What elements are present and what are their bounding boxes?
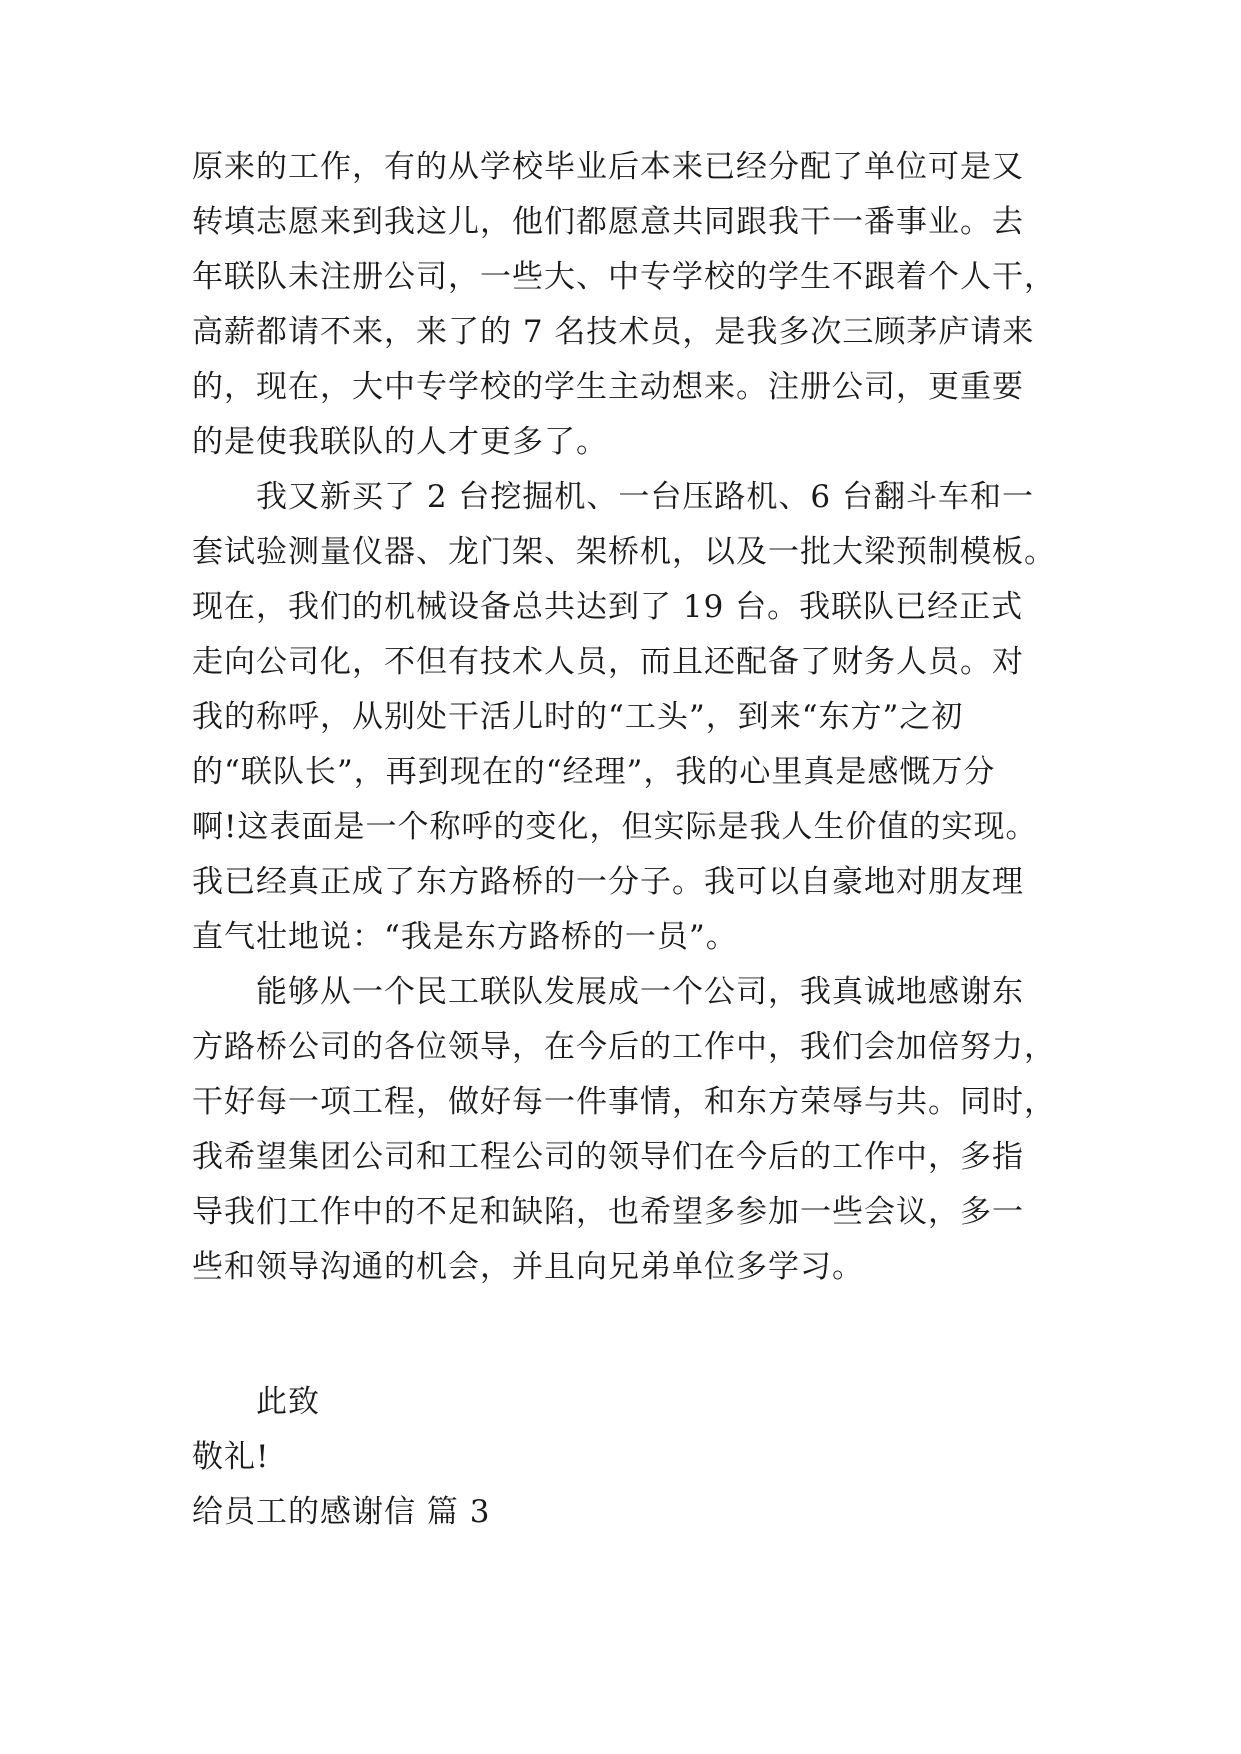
text-line: 的，现在，大中专学校的学生主动想来。注册公司，更重要 — [192, 369, 1024, 405]
text-line: 走向公司化，不但有技术人员，而且还配备了财务人员。对 — [192, 644, 1024, 680]
text-line: 转填志愿来到我这儿，他们都愿意共同跟我干一番事业。去 — [192, 204, 1024, 240]
text-line: 的是使我联队的人才更多了。 — [192, 424, 608, 460]
closing-salutation: 此致 — [256, 1384, 320, 1420]
paragraph-3 — [192, 965, 1072, 1295]
text-line: 直气壮地说：“我是东方路桥的一员”。 — [192, 919, 738, 955]
paragraph-1 — [192, 140, 1072, 470]
text-line: 现在，我们的机械设备总共达到了 19 台。我联队已经正式 — [192, 589, 1024, 625]
closing-regards: 敬礼! — [192, 1439, 270, 1475]
text-line: 干好每一项工程，做好每一件事情，和东方荣辱与共。同时， — [192, 1084, 1056, 1120]
text-line: 原来的工作，有的从学校毕业后本来已经分配了单位可是又 — [192, 149, 1024, 185]
section-heading: 给员工的感谢信 篇 3 — [192, 1494, 491, 1530]
text-line: 方路桥公司的各位领导，在今后的工作中，我们会加倍努力， — [192, 1029, 1056, 1065]
text-line: 高薪都请不来，来了的 7 名技术员，是我多次三顾茅庐请来 — [192, 314, 1035, 350]
paragraph-2 — [192, 470, 1072, 965]
text-line: 我已经真正成了东方路桥的一分子。我可以自豪地对朋友理 — [192, 864, 1024, 900]
letter-body — [192, 140, 1072, 1295]
text-line: 我的称呼，从别处干活儿时的“工头”，到来“东方”之初 — [192, 699, 964, 735]
text-line: 年联队未注册公司，一些大、中专学校的学生不跟着个人干， — [192, 259, 1056, 295]
text-line: 啊!这表面是一个称呼的变化，但实际是我人生价值的实现。 — [192, 809, 1038, 845]
text-line: 些和领导沟通的机会，并且向兄弟单位多学习。 — [192, 1249, 864, 1285]
text-line: 我希望集团公司和工程公司的领导们在今后的工作中，多指 — [192, 1139, 1024, 1175]
text-line: 套试验测量仪器、龙门架、架桥机，以及一批大梁预制模板。 — [192, 534, 1056, 570]
text-line: 导我们工作中的不足和缺陷，也希望多参加一些会议，多一 — [192, 1194, 1024, 1230]
text-line: 能够从一个民工联队发展成一个公司，我真诚地感谢东 — [256, 974, 1024, 1010]
text-line: 的“联队长”，再到现在的“经理”，我的心里真是感慨万分 — [192, 754, 996, 790]
text-line: 我又新买了 2 台挖掘机、一台压路机、6 台翻斗车和一 — [256, 479, 1035, 515]
